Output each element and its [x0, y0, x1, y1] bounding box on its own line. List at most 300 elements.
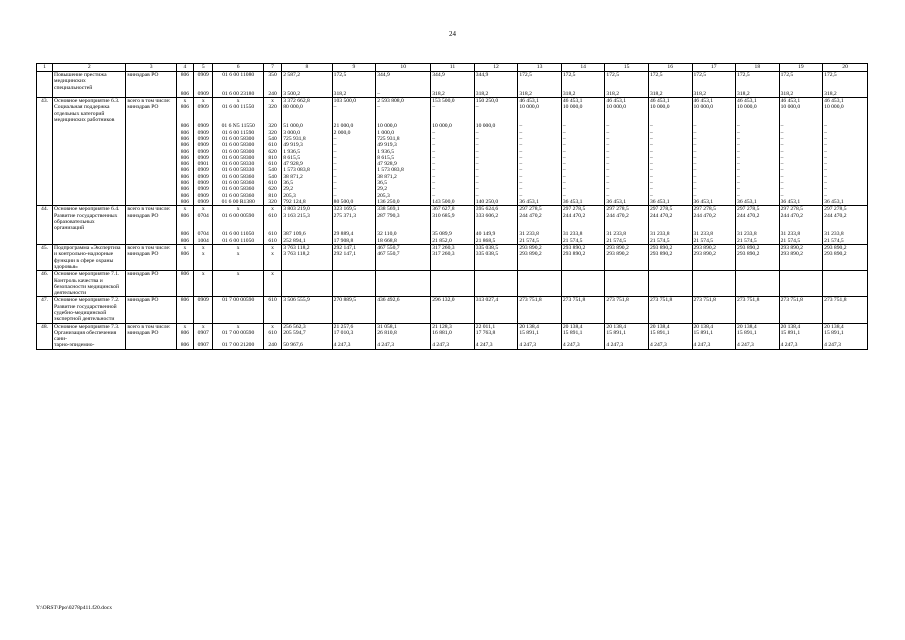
- amount-cell: 36 453,1: [823, 199, 868, 206]
- budget-table-container: [36, 63, 868, 350]
- row-number-cell: [37, 199, 53, 206]
- amount-cell: 31 233,8: [692, 231, 736, 237]
- amount-cell: –: [332, 136, 376, 142]
- amount-cell: –: [736, 149, 780, 155]
- amount-cell: 310 685,9: [431, 213, 475, 232]
- amount-cell: –: [692, 174, 736, 180]
- budget-code-cell: 610: [263, 161, 281, 167]
- amount-cell: 252 894,1: [282, 238, 332, 245]
- column-number-cell: 20: [823, 64, 868, 72]
- budget-code-cell: 610: [263, 213, 281, 232]
- amount-cell: 293 890,2: [779, 251, 823, 270]
- budget-code-cell: 320: [263, 123, 281, 129]
- amount-cell: –: [736, 155, 780, 161]
- amount-cell: 46 453,1: [692, 98, 736, 105]
- amount-cell: 46 453,1: [518, 98, 562, 105]
- budget-code-cell: x: [213, 323, 263, 330]
- amount-cell: –: [474, 180, 518, 186]
- budget-code-cell: 01 6 N5 11550: [213, 123, 263, 129]
- amount-cell: –: [474, 167, 518, 173]
- amount-cell: –: [518, 123, 562, 129]
- amount-cell: 38 871,2: [376, 174, 431, 180]
- budget-code-cell: x: [194, 251, 213, 270]
- amount-cell: –: [736, 123, 780, 129]
- column-number-cell: 9: [332, 64, 376, 72]
- budget-code-cell: x: [213, 98, 263, 105]
- budget-code-cell: 240: [263, 342, 281, 349]
- budget-code-cell: x: [213, 245, 263, 252]
- column-number-row: [37, 64, 868, 72]
- amount-cell: –: [474, 149, 518, 155]
- amount-cell: 297 278,5: [518, 206, 562, 213]
- amount-cell: 31 233,8: [605, 231, 649, 237]
- activity-name-cell: Социальная поддержка отдельных категорий медицинских работников: [53, 104, 126, 123]
- amount-cell: –: [518, 174, 562, 180]
- row-number-cell: 48.: [37, 323, 53, 330]
- amount-cell: –: [605, 180, 649, 186]
- amount-cell: 318,2: [605, 91, 649, 98]
- amount-cell: [561, 271, 605, 297]
- amount-cell: –: [692, 161, 736, 167]
- amount-cell: 136 250,0: [376, 199, 431, 206]
- amount-cell: 16 881,0: [431, 330, 475, 343]
- budget-code-cell: 806: [176, 123, 193, 129]
- amount-cell: –: [474, 130, 518, 136]
- amount-cell: 318,2: [431, 91, 475, 98]
- budget-code-cell: 0909: [194, 123, 213, 129]
- amount-cell: 1 573 083,8: [376, 167, 431, 173]
- budget-code-cell: 610: [263, 142, 281, 148]
- amount-cell: –: [431, 193, 475, 199]
- amount-cell: 31 233,8: [823, 231, 868, 237]
- budget-code-cell: x: [176, 206, 193, 213]
- budget-code-cell: x: [194, 271, 213, 297]
- amount-cell: –: [779, 193, 823, 199]
- amount-cell: 273 751,8: [648, 297, 692, 323]
- amount-cell: –: [431, 130, 475, 136]
- budget-code-cell: 01 6 00 58300: [213, 155, 263, 161]
- amount-cell: 36 453,1: [648, 199, 692, 206]
- budget-code-cell: 0909: [194, 297, 213, 323]
- amount-cell: –: [474, 104, 518, 123]
- column-number-cell: 19: [779, 64, 823, 72]
- amount-cell: 244 470,2: [561, 213, 605, 232]
- amount-cell: 3 500,2: [282, 91, 332, 98]
- table-row: [37, 199, 868, 206]
- amount-cell: –: [474, 136, 518, 142]
- amount-cell: 20 138,4: [605, 323, 649, 330]
- amount-cell: –: [332, 142, 376, 148]
- amount-cell: 31 233,8: [518, 231, 562, 237]
- amount-cell: –: [779, 174, 823, 180]
- amount-cell: 15 891,1: [736, 330, 780, 343]
- table-row: [37, 297, 868, 323]
- budget-code-cell: 320: [263, 104, 281, 123]
- amount-cell: 8 615,5: [376, 155, 431, 161]
- table-row: [37, 323, 868, 330]
- amount-cell: –: [692, 123, 736, 129]
- amount-cell: –: [823, 136, 868, 142]
- amount-cell: 725 931,8: [282, 136, 332, 142]
- amount-cell: –: [474, 161, 518, 167]
- amount-cell: –: [561, 193, 605, 199]
- amount-cell: 318,2: [332, 91, 376, 98]
- amount-cell: –: [605, 136, 649, 142]
- amount-cell: –: [648, 149, 692, 155]
- amount-cell: –: [332, 174, 376, 180]
- budget-code-cell: 0909: [194, 174, 213, 180]
- amount-cell: 18 668,8: [376, 238, 431, 245]
- amount-cell: 205 594,7: [282, 330, 332, 343]
- amount-cell: –: [332, 149, 376, 155]
- amount-cell: [332, 271, 376, 297]
- amount-cell: 293 890,2: [823, 251, 868, 270]
- amount-cell: 10 000,0: [605, 104, 649, 123]
- amount-cell: 46 453,1: [561, 98, 605, 105]
- amount-cell: –: [779, 136, 823, 142]
- amount-cell: 318,2: [474, 91, 518, 98]
- amount-cell: –: [823, 123, 868, 129]
- budget-code-cell: 806: [176, 193, 193, 199]
- amount-cell: 3 372 662,8: [282, 98, 332, 105]
- amount-cell: –: [561, 186, 605, 192]
- amount-cell: [605, 271, 649, 297]
- amount-cell: –: [332, 186, 376, 192]
- amount-cell: –: [332, 180, 376, 186]
- table-row: [37, 330, 868, 343]
- amount-cell: 20 138,4: [518, 323, 562, 330]
- budget-code-cell: x: [263, 323, 281, 330]
- amount-cell: –: [692, 142, 736, 148]
- activity-name-cell: [53, 238, 126, 245]
- amount-cell: 20 138,4: [648, 323, 692, 330]
- amount-cell: 4 247,3: [332, 342, 376, 349]
- table-row: [37, 104, 868, 123]
- amount-cell: 20 138,4: [823, 323, 868, 330]
- budget-code-cell: x: [213, 271, 263, 297]
- column-number-cell: 18: [736, 64, 780, 72]
- budget-code-cell: 806: [176, 149, 193, 155]
- budget-code-cell: x: [176, 323, 193, 330]
- amount-cell: 21 000,0: [332, 123, 376, 129]
- amount-cell: 10 000,0: [823, 104, 868, 123]
- amount-cell: 3 000,0: [282, 130, 332, 136]
- amount-cell: 21 868,5: [474, 238, 518, 245]
- amount-cell: –: [431, 161, 475, 167]
- amount-cell: 293 890,2: [561, 251, 605, 270]
- amount-cell: 4 247,3: [736, 342, 780, 349]
- amount-cell: 313 027,4: [474, 297, 518, 323]
- row-number-cell: [37, 91, 53, 98]
- activity-name-cell: Подпрограмма «Экспертиза: [53, 245, 126, 252]
- amount-cell: –: [823, 180, 868, 186]
- executor-cell: всего в том числе:: [126, 245, 176, 252]
- table-row: [37, 91, 868, 98]
- row-number-cell: [37, 238, 53, 245]
- amount-cell: –: [736, 180, 780, 186]
- amount-cell: 436 492,6: [376, 297, 431, 323]
- amount-cell: 15 891,1: [823, 330, 868, 343]
- amount-cell: 29 889,4: [332, 231, 376, 237]
- amount-cell: –: [332, 104, 376, 123]
- amount-cell: 3 506 555,9: [282, 297, 332, 323]
- amount-cell: 293 890,2: [518, 251, 562, 270]
- amount-cell: 17 010,3: [332, 330, 376, 343]
- amount-cell: 21 852,0: [431, 238, 475, 245]
- amount-cell: 317 260,3: [431, 245, 475, 252]
- amount-cell: –: [605, 149, 649, 155]
- activity-name-cell: тарно-эпидемио-: [53, 342, 126, 349]
- amount-cell: –: [431, 180, 475, 186]
- amount-cell: 150 250,0: [474, 98, 518, 105]
- amount-cell: –: [518, 186, 562, 192]
- amount-cell: 172,5: [779, 72, 823, 91]
- amount-cell: –: [779, 167, 823, 173]
- budget-code-cell: 0909: [194, 142, 213, 148]
- amount-cell: –: [518, 161, 562, 167]
- amount-cell: 244 470,2: [692, 213, 736, 232]
- budget-code-cell: 806: [176, 186, 193, 192]
- amount-cell: –: [605, 186, 649, 192]
- executor-cell: минздрав РО: [126, 330, 176, 343]
- amount-cell: 103 500,0: [332, 98, 376, 105]
- amount-cell: –: [474, 142, 518, 148]
- amount-cell: [736, 271, 780, 297]
- amount-cell: 4 247,3: [561, 342, 605, 349]
- amount-cell: –: [518, 193, 562, 199]
- budget-code-cell: 806: [176, 161, 193, 167]
- amount-cell: –: [561, 123, 605, 129]
- amount-cell: 2 587,2: [282, 72, 332, 91]
- amount-cell: 20 138,4: [561, 323, 605, 330]
- amount-cell: 297 278,5: [648, 206, 692, 213]
- amount-cell: 172,5: [518, 72, 562, 91]
- row-number-cell: [37, 104, 53, 123]
- amount-cell: 21 128,3: [431, 323, 475, 330]
- amount-cell: 31 233,8: [648, 231, 692, 237]
- amount-cell: –: [332, 161, 376, 167]
- amount-cell: 4 247,3: [605, 342, 649, 349]
- budget-code-cell: x: [194, 245, 213, 252]
- amount-cell: 21 574,5: [648, 238, 692, 245]
- amount-cell: 275 371,3: [332, 213, 376, 232]
- budget-code-cell: x: [176, 245, 193, 252]
- budget-code-cell: x: [263, 98, 281, 105]
- amount-cell: 10 000,0: [648, 104, 692, 123]
- budget-code-cell: x: [263, 206, 281, 213]
- executor-cell: [126, 238, 176, 245]
- table-row: [37, 271, 868, 297]
- amount-cell: –: [605, 167, 649, 173]
- amount-cell: 26 810,8: [376, 330, 431, 343]
- budget-code-cell: 806: [176, 199, 193, 206]
- budget-code-cell: 01 6 00 58300: [213, 149, 263, 155]
- amount-cell: 395 624,6: [474, 206, 518, 213]
- amount-cell: 47 928,9: [376, 161, 431, 167]
- amount-cell: –: [736, 161, 780, 167]
- amount-cell: 292 147,1: [332, 251, 376, 270]
- activity-name-cell: Основное мероприятие 6.4.: [53, 206, 126, 213]
- amount-cell: –: [474, 174, 518, 180]
- executor-cell: [126, 199, 176, 206]
- amount-cell: 3 763 118,2: [282, 251, 332, 270]
- amount-cell: –: [692, 167, 736, 173]
- amount-cell: –: [561, 155, 605, 161]
- column-number-cell: 2: [53, 64, 126, 72]
- table-row: [37, 72, 868, 91]
- amount-cell: [823, 271, 868, 297]
- amount-cell: 205,3: [376, 193, 431, 199]
- amount-cell: –: [431, 149, 475, 155]
- amount-cell: –: [823, 130, 868, 136]
- table-body: [37, 64, 868, 350]
- budget-code-cell: 806: [176, 238, 193, 245]
- amount-cell: –: [823, 155, 868, 161]
- budget-code-cell: 0704: [194, 231, 213, 237]
- amount-cell: [376, 271, 431, 297]
- amount-cell: 15 891,1: [779, 330, 823, 343]
- amount-cell: 10 000,0: [561, 104, 605, 123]
- row-number-cell: 47.: [37, 297, 53, 323]
- amount-cell: 36 453,1: [736, 199, 780, 206]
- amount-cell: 297 278,5: [823, 206, 868, 213]
- amount-cell: 172,5: [692, 72, 736, 91]
- amount-cell: 297 278,5: [561, 206, 605, 213]
- amount-cell: 22 011,1: [474, 323, 518, 330]
- row-number-cell: 44.: [37, 206, 53, 213]
- amount-cell: 4 247,3: [823, 342, 868, 349]
- budget-code-cell: 620: [263, 186, 281, 192]
- amount-cell: 273 751,8: [779, 297, 823, 323]
- budget-code-cell: 0909: [194, 155, 213, 161]
- table-row: [37, 213, 868, 232]
- amount-cell: 318,2: [692, 91, 736, 98]
- amount-cell: –: [692, 136, 736, 142]
- budget-table: [36, 63, 868, 350]
- amount-cell: –: [823, 193, 868, 199]
- column-number-cell: 11: [431, 64, 475, 72]
- budget-code-cell: 01 6 00 00590: [213, 213, 263, 232]
- amount-cell: 46 453,1: [648, 98, 692, 105]
- amount-cell: –: [518, 130, 562, 136]
- amount-cell: –: [648, 142, 692, 148]
- column-number-cell: 13: [518, 64, 562, 72]
- activity-name-cell: Основное мероприятие 6.3.: [53, 98, 126, 105]
- budget-code-cell: 806: [176, 136, 193, 142]
- table-row: [37, 251, 868, 270]
- row-number-cell: 45.: [37, 245, 53, 252]
- amount-cell: –: [332, 167, 376, 173]
- amount-cell: –: [332, 155, 376, 161]
- amount-cell: 8 615,5: [282, 155, 332, 161]
- table-row: [37, 342, 868, 349]
- amount-cell: 46 453,1: [736, 98, 780, 105]
- budget-code-cell: x: [194, 206, 213, 213]
- budget-code-cell: 806: [176, 297, 193, 323]
- amount-cell: 49 919,3: [282, 142, 332, 148]
- amount-cell: 293 890,2: [518, 245, 562, 252]
- amount-cell: –: [431, 186, 475, 192]
- amount-cell: –: [474, 186, 518, 192]
- amount-cell: [779, 271, 823, 297]
- budget-code-cell: 610: [263, 238, 281, 245]
- amount-cell: 467 550,7: [376, 245, 431, 252]
- amount-cell: 318,2: [736, 91, 780, 98]
- budget-code-cell: 610: [263, 330, 281, 343]
- row-number-cell: [37, 72, 53, 91]
- budget-code-cell: 540: [263, 167, 281, 173]
- activity-name-cell: Организация обеспечения сани-: [53, 330, 126, 343]
- budget-code-cell: x: [194, 323, 213, 330]
- amount-cell: [474, 271, 518, 297]
- amount-cell: 293 890,2: [779, 245, 823, 252]
- executor-cell: минздрав РО: [126, 251, 176, 270]
- amount-cell: –: [736, 136, 780, 142]
- budget-code-cell: 240: [263, 91, 281, 98]
- amount-cell: 36 453,1: [779, 199, 823, 206]
- budget-code-cell: 610: [263, 180, 281, 186]
- budget-code-cell: 01 6 00 58300: [213, 136, 263, 142]
- budget-code-cell: 810: [263, 155, 281, 161]
- file-path-footer: Y:\ORST\Ppo\0278p411.f20.docx: [36, 605, 113, 611]
- amount-cell: –: [779, 155, 823, 161]
- column-number-cell: 3: [126, 64, 176, 72]
- amount-cell: 35 089,9: [431, 231, 475, 237]
- budget-code-cell: x: [263, 271, 281, 297]
- amount-cell: 47 928,9: [282, 161, 332, 167]
- amount-cell: 36 453,1: [518, 199, 562, 206]
- executor-cell: [126, 342, 176, 349]
- budget-code-cell: 320: [263, 199, 281, 206]
- amount-cell: 46 453,1: [823, 98, 868, 105]
- amount-cell: 31 233,8: [736, 231, 780, 237]
- amount-cell: 293 890,2: [692, 245, 736, 252]
- budget-code-cell: 806: [176, 167, 193, 173]
- budget-code-cell: 610: [263, 297, 281, 323]
- amount-cell: 17 763,8: [474, 330, 518, 343]
- amount-cell: [431, 271, 475, 297]
- amount-cell: –: [605, 193, 649, 199]
- amount-cell: 2 000,0: [332, 130, 376, 136]
- amount-cell: 21 574,5: [823, 238, 868, 245]
- amount-cell: –: [648, 193, 692, 199]
- amount-cell: –: [648, 123, 692, 129]
- amount-cell: 296 132,0: [431, 297, 475, 323]
- amount-cell: 318,2: [518, 91, 562, 98]
- amount-cell: 467 550,7: [376, 251, 431, 270]
- amount-cell: 293 890,2: [648, 251, 692, 270]
- budget-code-cell: x: [263, 251, 281, 270]
- amount-cell: 273 751,8: [561, 297, 605, 323]
- amount-cell: 3 803 219,0: [282, 206, 332, 213]
- amount-cell: –: [605, 123, 649, 129]
- amount-cell: –: [648, 161, 692, 167]
- amount-cell: 318,2: [561, 91, 605, 98]
- amount-cell: –: [823, 167, 868, 173]
- executor-cell: минздрав РО: [126, 72, 176, 91]
- amount-cell: –: [779, 142, 823, 148]
- amount-cell: 335 038,5: [474, 245, 518, 252]
- amount-cell: 335 038,5: [474, 251, 518, 270]
- budget-code-cell: 0909: [194, 180, 213, 186]
- amount-cell: –: [779, 123, 823, 129]
- amount-cell: –: [692, 155, 736, 161]
- amount-cell: 293 890,2: [561, 245, 605, 252]
- amount-cell: 36 453,1: [692, 199, 736, 206]
- budget-code-cell: 806: [176, 342, 193, 349]
- amount-cell: [282, 271, 332, 297]
- activity-name-cell: Основное мероприятие 7.2. Развитие государственной судебно-медицинской экспертной деятельности: [53, 297, 126, 323]
